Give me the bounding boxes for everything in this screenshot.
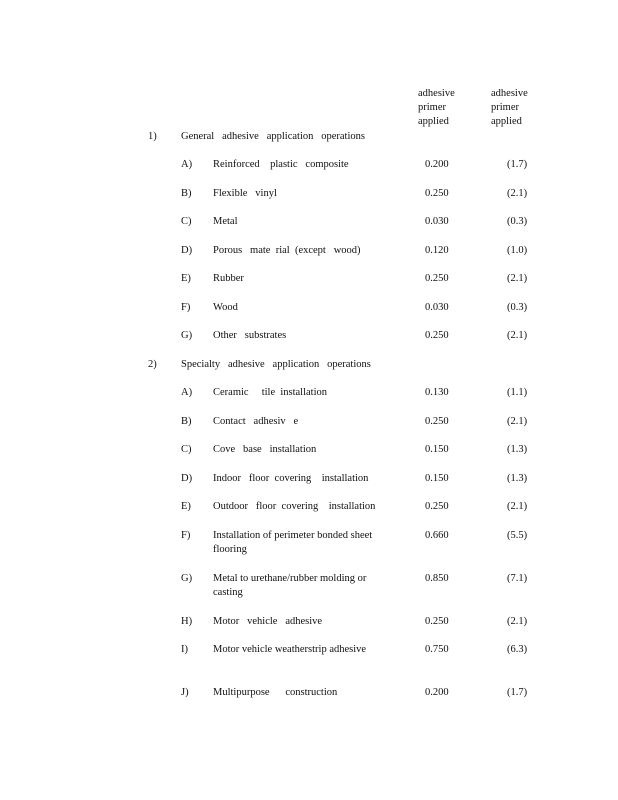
item-letter: E)	[181, 501, 191, 512]
item-label: Outdoor floor covering installation	[213, 501, 376, 512]
column-header-1: adhesive primer applied	[418, 88, 455, 127]
item-value-2: (1.7)	[507, 687, 528, 698]
item-value-1: 0.850	[425, 573, 449, 584]
item-value-1: 0.120	[425, 245, 449, 256]
item-letter: C)	[181, 444, 192, 455]
item-value-2: (2.1)	[507, 416, 528, 427]
item-value-1: 0.200	[425, 687, 449, 698]
item-value-2: (1.3)	[507, 473, 528, 484]
item-value-2: (1.1)	[507, 387, 528, 398]
item-value-2: (7.1)	[507, 573, 528, 584]
item-value-1: 0.750	[425, 644, 449, 655]
item-value-1: 0.250	[425, 330, 449, 341]
item-letter: H)	[181, 616, 193, 627]
item-letter: G)	[181, 330, 193, 341]
item-label: Porous mate rial (except wood)	[213, 245, 361, 256]
item-letter: I)	[181, 644, 188, 655]
item-label: Motor vehicle weatherstrip adhesive	[213, 644, 367, 655]
item-label: Indoor floor covering installation	[213, 473, 369, 484]
item-letter: G)	[181, 573, 193, 584]
item-value-2: (2.1)	[507, 330, 528, 341]
item-value-1: 0.150	[425, 444, 449, 455]
item-value-2: (2.1)	[507, 273, 528, 284]
item-letter: D)	[181, 473, 193, 484]
item-label: Ceramic tile installation	[213, 387, 328, 398]
item-value-1: 0.250	[425, 501, 449, 512]
section-title: General adhesive application operations	[181, 131, 365, 142]
item-letter: A)	[181, 159, 193, 170]
item-label: Installation of perimeter bonded sheet flooring	[213, 530, 373, 555]
item-label: Reinforced plastic composite	[213, 159, 349, 170]
item-label: Metal	[213, 216, 238, 227]
item-letter: C)	[181, 216, 192, 227]
item-value-2: (6.3)	[507, 644, 528, 655]
item-value-2: (1.0)	[507, 245, 528, 256]
item-label: Cove base installation	[213, 444, 317, 455]
item-value-1: 0.150	[425, 473, 449, 484]
item-value-1: 0.200	[425, 159, 449, 170]
item-value-1: 0.030	[425, 302, 449, 313]
item-value-1: 0.250	[425, 188, 449, 199]
item-value-2: (0.3)	[507, 302, 528, 313]
item-value-1: 0.130	[425, 387, 449, 398]
item-value-1: 0.660	[425, 530, 449, 541]
item-label: Multipurpose construction	[213, 687, 338, 698]
item-value-2: (0.3)	[507, 216, 528, 227]
item-label: Motor vehicle adhesive	[213, 616, 323, 627]
item-letter: B)	[181, 188, 192, 199]
item-letter: B)	[181, 416, 192, 427]
item-label: Metal to urethane/rubber molding or casting	[213, 573, 367, 598]
item-value-1: 0.250	[425, 616, 449, 627]
item-value-1: 0.250	[425, 273, 449, 284]
section-number: 2)	[148, 359, 157, 370]
item-value-2: (2.1)	[507, 501, 528, 512]
item-value-1: 0.250	[425, 416, 449, 427]
item-letter: E)	[181, 273, 191, 284]
section-number: 1)	[148, 131, 157, 142]
item-label: Other substrates	[213, 330, 287, 341]
item-letter: F)	[181, 530, 191, 541]
item-value-2: (5.5)	[507, 530, 528, 541]
item-label: Flexible vinyl	[213, 188, 277, 199]
item-label: Rubber	[213, 273, 244, 284]
item-letter: D)	[181, 245, 193, 256]
item-value-2: (2.1)	[507, 616, 528, 627]
item-letter: J)	[181, 687, 189, 698]
item-value-1: 0.030	[425, 216, 449, 227]
item-letter: A)	[181, 387, 193, 398]
item-label: Contact adhesiv e	[213, 416, 299, 427]
item-value-2: (2.1)	[507, 188, 528, 199]
column-header-2: adhesive primer applied	[491, 88, 528, 127]
item-letter: F)	[181, 302, 191, 313]
item-value-2: (1.3)	[507, 444, 528, 455]
item-value-2: (1.7)	[507, 159, 528, 170]
item-label: Wood	[213, 302, 238, 313]
section-title: Specialty adhesive application operations	[181, 359, 371, 370]
